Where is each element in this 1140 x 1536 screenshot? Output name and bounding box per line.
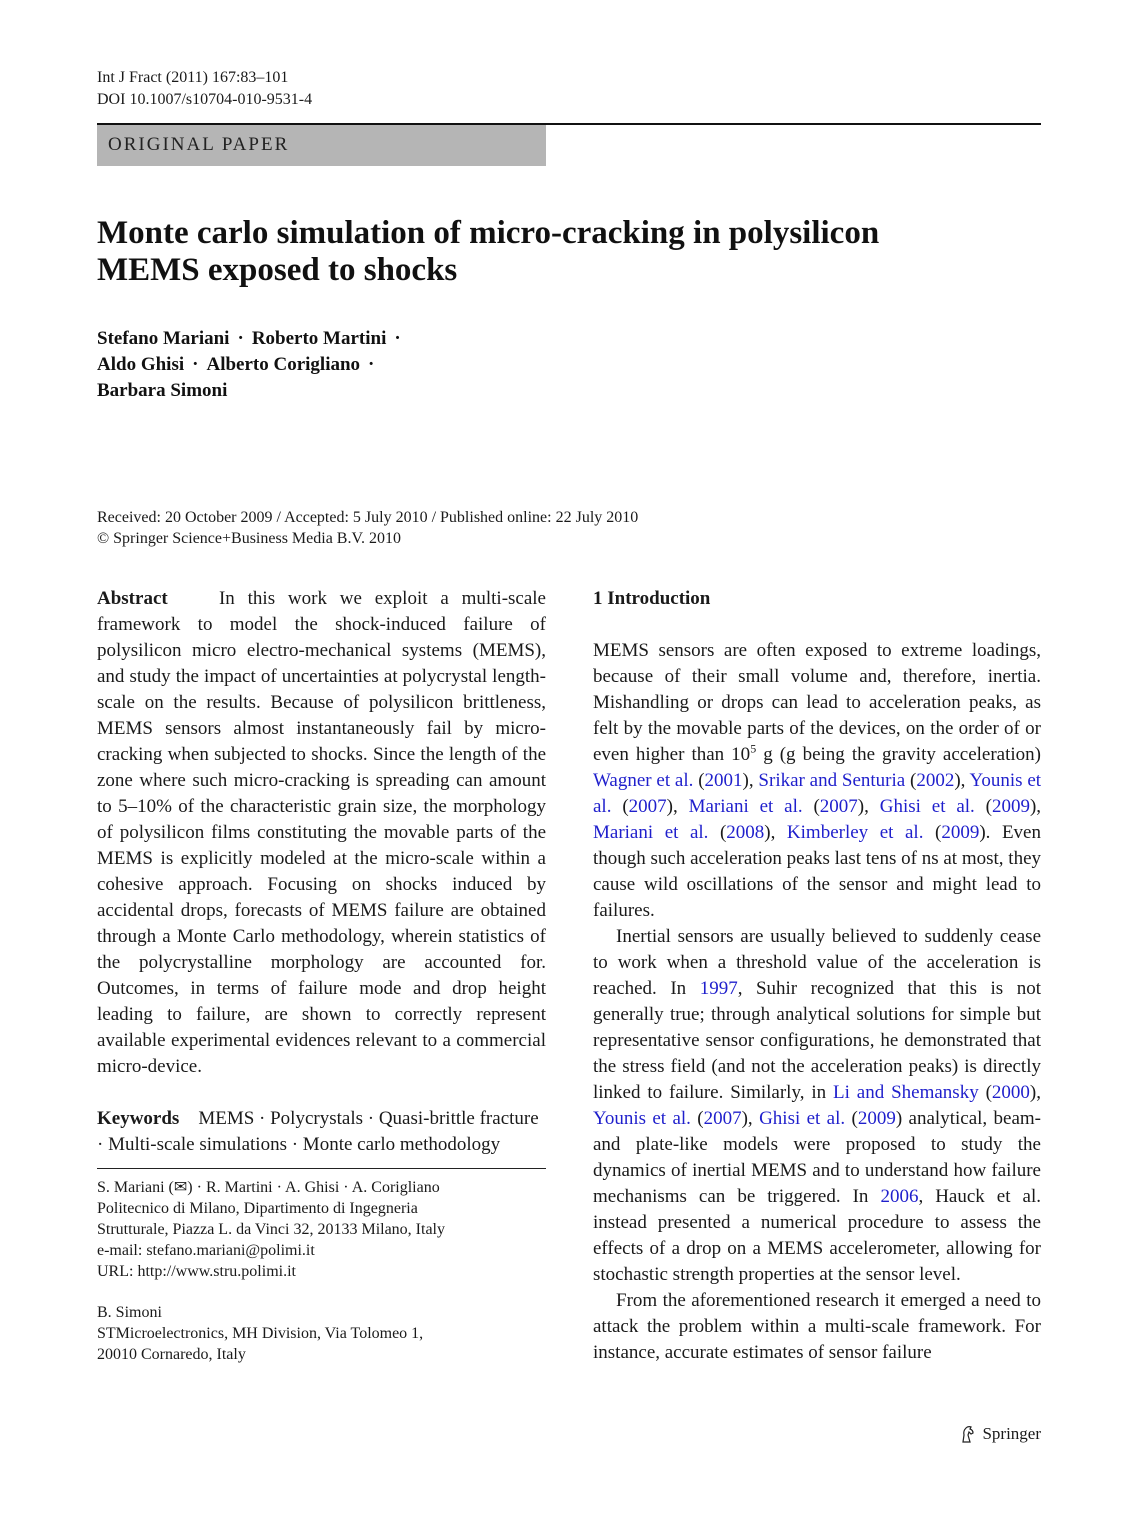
text-run: analytical, beam- and plate-like models were proposed to study the dynamics of inertial MEMS and to understand how failure mechanisms can be triggered. In: [593, 1108, 1041, 1207]
copyright-line: © Springer Science+Business Media B.V. 2010: [97, 530, 401, 547]
abstract-label: Abstract: [97, 588, 168, 609]
text-run: , Suhir recognized that this is not generally true; through analytical solutions for simple but representative sensor configurations, he demonstrated that the stress field (and not the acceleration peaks) is directly linked to failure. Similarly, in: [593, 978, 1041, 1103]
publisher-name: Springer: [982, 1424, 1041, 1443]
superscript: 5: [750, 741, 757, 756]
citation-year-link[interactable]: 1997: [699, 978, 738, 999]
intro-paragraph-2: Inertial sensors are usually believed to suddenly cease to work when a threshold value of the acceleration is reached. In 1997, Suhir recognized that this is not generally true; through analytical solutions for simple but representative sensor configurations, he demonstrated that the stress field (and not the acceleration peaks) is directly linked to failure. Similarly, in Li and Shemansky (2000), Younis et al. (2007), Ghisi et al. (2009) analytical, beam- and plate-like models were proposed to study the dynamics of inertial MEMS and to understand how failure mechanisms can be triggered. In 2006, Hauck et al. instead presented a numerical procedure to assess the effects of a drop on a MEMS accelerometer, allowing for stochastic strength properties at the sensor level.: [593, 926, 1041, 1285]
citation-year-link[interactable]: 2009: [991, 796, 1030, 817]
author: Roberto Martini: [251, 328, 387, 349]
affiliation-names: B. Simoni: [97, 1304, 162, 1321]
left-column: [97, 586, 546, 1365]
affiliation-line: Strutturale, Piazza L. da Vinci 32, 20133 Milano, Italy: [97, 1221, 445, 1238]
author: Aldo Ghisi: [97, 354, 185, 375]
intro-paragraph-1: MEMS sensors are often exposed to extreme loadings, because of their small volume and, therefore, inertia. Mishandling or drops can lead to acceleration peaks, as felt by the movable parts of the devices, on the order of or even higher than $10^5$ g (g being the gravity acceleration) Wagner et al. (2001), Srikar and Senturia (2002), Younis et al. (2007), Mariani et al. (2007), Ghisi et al. (2009), Mariani et al. (2008), Kimberley et al. (2009). Even though such acceleration peaks last tens of ns at most, they cause wild oscillations of the sensor and might lead to failures.: [593, 640, 1042, 921]
springer-horse-icon: [958, 1424, 978, 1444]
paper-type-label: ORIGINAL PAPER: [108, 134, 290, 155]
affiliation-names: S. Mariani (✉) · R. Martini · A. Ghisi · A. Corigliano: [97, 1179, 440, 1196]
author: Alberto Corigliano: [206, 354, 361, 375]
section-heading: 1 Introduction: [593, 588, 711, 609]
affiliation-politecnico: [97, 1177, 546, 1282]
text-run: Inertial sensors are usually believed to suddenly cease to work when a threshold value of the acceleration is reached. In: [593, 926, 1041, 999]
author-list: [97, 326, 409, 404]
citation-year-link[interactable]: 2008: [726, 822, 765, 843]
author-separator: ·: [237, 328, 244, 349]
citation-link[interactable]: Ghisi et al.: [879, 796, 975, 817]
affiliation-line: 20010 Cornaredo, Italy: [97, 1346, 246, 1363]
publication-dates: [97, 507, 638, 549]
title-line-2: MEMS exposed to shocks: [97, 252, 458, 288]
citation-link[interactable]: Mariani et al.: [688, 796, 803, 817]
paper-type-banner: [97, 125, 546, 166]
citation-year-link[interactable]: 2000: [991, 1082, 1030, 1103]
citation-link[interactable]: Kimberley et al.: [786, 822, 924, 843]
title-line-1: Monte carlo simulation of micro-cracking in polysilicon: [97, 215, 880, 251]
citation-year-link[interactable]: 2007: [703, 1108, 742, 1129]
keywords-label: Keywords: [97, 1108, 180, 1129]
doi: DOI 10.1007/s10704-010-9531-4: [97, 91, 313, 108]
keywords: [97, 1106, 546, 1158]
footnote-rule: [97, 1168, 546, 1169]
citation-link[interactable]: Srikar and Senturia: [758, 770, 906, 791]
affiliation-line: Politecnico di Milano, Dipartimento di Ingegneria: [97, 1200, 418, 1217]
author-separator: ·: [192, 354, 199, 375]
paper-title: [97, 215, 977, 289]
journal-info: [97, 67, 312, 111]
citation-link[interactable]: Li and Shemansky: [833, 1082, 979, 1103]
citation-link[interactable]: Mariani et al.: [593, 822, 709, 843]
contact-url: URL: http://www.stru.polimi.it: [97, 1263, 296, 1280]
citation-link[interactable]: Ghisi et al.: [759, 1108, 846, 1129]
intro-paragraph-3: From the aforementioned research it emerged a need to attack the problem within a multi-scale framework. For instance, accurate estimates of sensor failure: [593, 1290, 1041, 1363]
contact-email: e-mail: stefano.mariani@polimi.it: [97, 1242, 315, 1259]
citation-year-link[interactable]: 2007: [628, 796, 667, 817]
text-run: MEMS sensors are often exposed to extreme loadings, because of their small volume and, therefore, inertia. Mishandling or drops can lead to acceleration peaks, as felt by the movable parts of the devices, on the order of or even higher than 10: [593, 640, 1041, 765]
citation-year-link[interactable]: 2001: [704, 770, 743, 791]
received-accepted-line: Received: 20 October 2009 / Accepted: 5 July 2010 / Published online: 22 July 2010: [97, 509, 639, 526]
text-run: , Hauck et al. instead presented a numerical procedure to assess the effects of a drop on a MEMS accelerometer, allowing for stochastic strength properties at the sensor level.: [593, 1186, 1041, 1285]
citation-year-link[interactable]: 2009: [941, 822, 980, 843]
citation-year-link[interactable]: 2009: [857, 1108, 896, 1129]
journal-citation: Int J Fract (2011) 167:83–101: [97, 69, 289, 86]
text-run: g (g being the gravity acceleration): [756, 744, 1041, 765]
author: Barbara Simoni: [97, 380, 228, 401]
abstract: [97, 586, 546, 1080]
citation-year-link[interactable]: 2002: [916, 770, 955, 791]
text-run: Even though such acceleration peaks last tens of ns at most, they cause wild oscillations of the sensor and might lead to failures.: [593, 822, 1041, 921]
author-separator: ·: [368, 354, 375, 375]
publisher-logo: [958, 1424, 1041, 1444]
citation-year-link[interactable]: 2006: [880, 1186, 919, 1207]
author: Stefano Mariani: [97, 328, 230, 349]
author-separator: ·: [394, 328, 401, 349]
citation-link[interactable]: Younis et al.: [593, 770, 1042, 817]
affiliation-line: STMicroelectronics, MH Division, Via Tolomeo 1,: [97, 1325, 424, 1342]
affiliation-stmicro: [97, 1302, 546, 1365]
citation-link[interactable]: Younis et al.: [593, 1108, 691, 1129]
citation-year-link[interactable]: 2007: [819, 796, 858, 817]
abstract-text: In this work we exploit a multi-scale framework to model the shock-induced failure of polysilicon micro electro-mechanical systems (MEMS), and study the impact of uncertainties at polycrystal length-scale on the results. Because of polysilicon brittleness, MEMS sensors almost instantaneously fail by micro-cracking when subjected to shocks. Since the length of the zone where such micro-cracking is spreading can amount to 5–10% of the characteristic grain size, the morphology of polysilicon films constituting the movable parts of the MEMS is explicitly modeled at the micro-scale within a cohesive approach. Focusing on shocks induced by accidental drops, forecasts of MEMS failure are obtained through a Monte Carlo methodology, wherein statistics of the polycrystalline morphology are accounted for. Outcomes, in terms of failure mode and drop height leading to failure, are shown to correctly represent available experimental evidences relevant to a commercial micro-device.: [97, 588, 546, 1077]
citation-link[interactable]: Wagner et al.: [593, 770, 694, 791]
keywords-text: MEMS · Polycrystals · Quasi-brittle fracture · Multi-scale simulations · Monte carlo methodology: [97, 1108, 539, 1155]
right-column: [593, 586, 1041, 1366]
